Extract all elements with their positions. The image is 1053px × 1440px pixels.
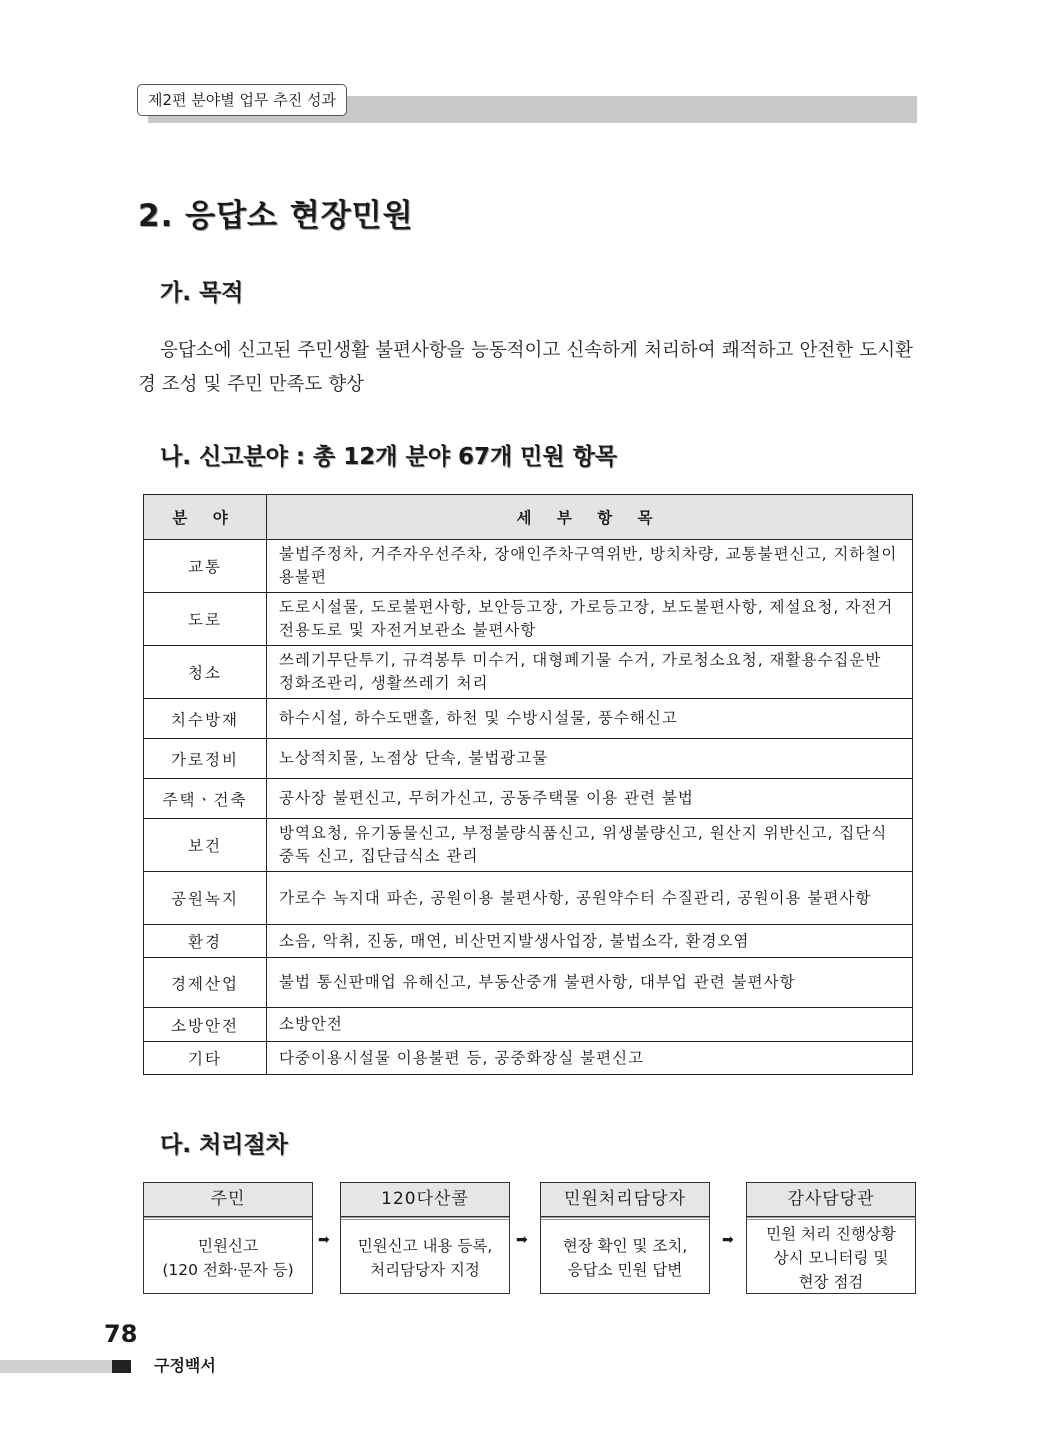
flow-step-body xyxy=(747,1217,915,1296)
detail-cell: 소음, 악취, 진동, 매연, 비산먼지발생사업장, 불법소각, 환경오염 xyxy=(267,925,913,958)
flow-step-line: 상시 모니터링 및 xyxy=(773,1249,889,1267)
flow-step-line: 현장 점검 xyxy=(798,1273,864,1291)
flow-step-title: 120다산콜 xyxy=(341,1183,509,1217)
detail-cell: 쓰레기무단투기, 규격봉투 미수거, 대형폐기물 수거, 가로청소요청, 재활용수집운반 정화조관리, 생활쓰레기 처리 xyxy=(267,646,913,699)
flow-step-body xyxy=(144,1217,312,1296)
footer-bar xyxy=(0,1360,112,1373)
table-row xyxy=(144,593,913,646)
flow-step-line: 민원신고 xyxy=(198,1237,258,1255)
detail-cell: 불법 통신판매업 유해신고, 부동산중개 불편사항, 대부업 관련 불편사항 xyxy=(267,958,913,1008)
field-cell: 치수방재 xyxy=(144,699,267,739)
detail-cell: 다중이용시설물 이용불편 등, 공중화장실 불편신고 xyxy=(267,1042,913,1075)
purpose-body: 응답소에 신고된 주민생활 불편사항을 능동적이고 신속하게 처리하여 쾌적하고 안전한 도시환경 조성 및 주민 만족도 향상 xyxy=(138,340,913,395)
purpose-heading: 가. 목적 xyxy=(160,280,244,306)
table-row xyxy=(144,925,913,958)
field-cell: 공원녹지 xyxy=(144,872,267,925)
purpose-text xyxy=(138,334,913,402)
arrow-right-icon: ➡ xyxy=(318,1232,330,1248)
table-row xyxy=(144,646,913,699)
book-title: 구정백서 xyxy=(154,1356,216,1375)
table-header-row xyxy=(144,495,913,540)
arrow-right-icon: ➡ xyxy=(722,1232,734,1248)
field-cell: 주택ㆍ건축 xyxy=(144,779,267,819)
table-row xyxy=(144,1042,913,1075)
flow-step-line: 민원신고 내용 등록, xyxy=(357,1237,493,1255)
flow-step-line: 처리담당자 지정 xyxy=(370,1261,480,1279)
field-cell: 가로정비 xyxy=(144,739,267,779)
field-cell: 도로 xyxy=(144,593,267,646)
flow-step-resident xyxy=(143,1182,313,1294)
flow-step-body xyxy=(541,1217,709,1296)
flow-step-line: (120 전화·문자 등) xyxy=(162,1261,294,1279)
field-cell: 경제산업 xyxy=(144,958,267,1008)
table-row xyxy=(144,958,913,1008)
table-row xyxy=(144,739,913,779)
detail-cell: 공사장 불편신고, 무허가신고, 공동주택물 이용 관련 불법 xyxy=(267,779,913,819)
detail-cell: 소방안전 xyxy=(267,1008,913,1042)
column-header-detail: 세 부 항 목 xyxy=(267,495,913,540)
detail-cell: 노상적치물, 노점상 단속, 불법광고물 xyxy=(267,739,913,779)
page-number: 78 xyxy=(104,1320,138,1348)
flow-step-officer xyxy=(540,1182,710,1294)
flow-step-dasan-call xyxy=(340,1182,510,1294)
detail-cell: 방역요청, 유기동물신고, 부정불량식품신고, 위생불량신고, 원산지 위반신고, 집단식중독 신고, 집단급식소 관리 xyxy=(267,819,913,872)
categories-heading: 나. 신고분야 : 총 12개 분야 67개 민원 항목 xyxy=(160,444,618,470)
flow-step-line: 민원 처리 진행상황 xyxy=(766,1225,896,1243)
flow-step-title: 주민 xyxy=(144,1183,312,1217)
field-cell: 소방안전 xyxy=(144,1008,267,1042)
table-row xyxy=(144,779,913,819)
detail-cell: 하수시설, 하수도맨홀, 하천 및 수방시설물, 풍수해신고 xyxy=(267,699,913,739)
table-row xyxy=(144,819,913,872)
flow-step-audit xyxy=(746,1182,916,1294)
detail-cell: 도로시설물, 도로불편사항, 보안등고장, 가로등고장, 보도불편사항, 제설요청, 자전거전용도로 및 자전거보관소 불편사항 xyxy=(267,593,913,646)
categories-table xyxy=(143,494,913,1075)
footer-marker xyxy=(112,1360,131,1373)
arrow-right-icon: ➡ xyxy=(516,1232,528,1248)
detail-cell: 가로수 녹지대 파손, 공원이용 불편사항, 공원약수터 수질관리, 공원이용 불편사항 xyxy=(267,872,913,925)
field-cell: 교통 xyxy=(144,540,267,593)
procedure-heading: 다. 처리절차 xyxy=(160,1132,288,1158)
section-tab: 제2편 분야별 업무 추진 성과 xyxy=(137,84,347,116)
table-row xyxy=(144,1008,913,1042)
field-cell: 환경 xyxy=(144,925,267,958)
table-row xyxy=(144,540,913,593)
flow-step-body xyxy=(341,1217,509,1296)
table-row xyxy=(144,699,913,739)
flow-step-title: 감사담당관 xyxy=(747,1183,915,1217)
field-cell: 보건 xyxy=(144,819,267,872)
detail-cell: 불법주정차, 거주자우선주차, 장애인주차구역위반, 방치차량, 교통불편신고, 지하철이용불편 xyxy=(267,540,913,593)
column-header-field: 분 야 xyxy=(144,495,267,540)
flow-step-line: 현장 확인 및 조치, xyxy=(562,1237,688,1255)
field-cell: 청소 xyxy=(144,646,267,699)
field-cell: 기타 xyxy=(144,1042,267,1075)
page-title: 2. 응답소 현장민원 xyxy=(138,198,414,234)
flow-step-line: 응답소 민원 답변 xyxy=(567,1261,683,1279)
table-row xyxy=(144,872,913,925)
flow-step-title: 민원처리담당자 xyxy=(541,1183,709,1217)
